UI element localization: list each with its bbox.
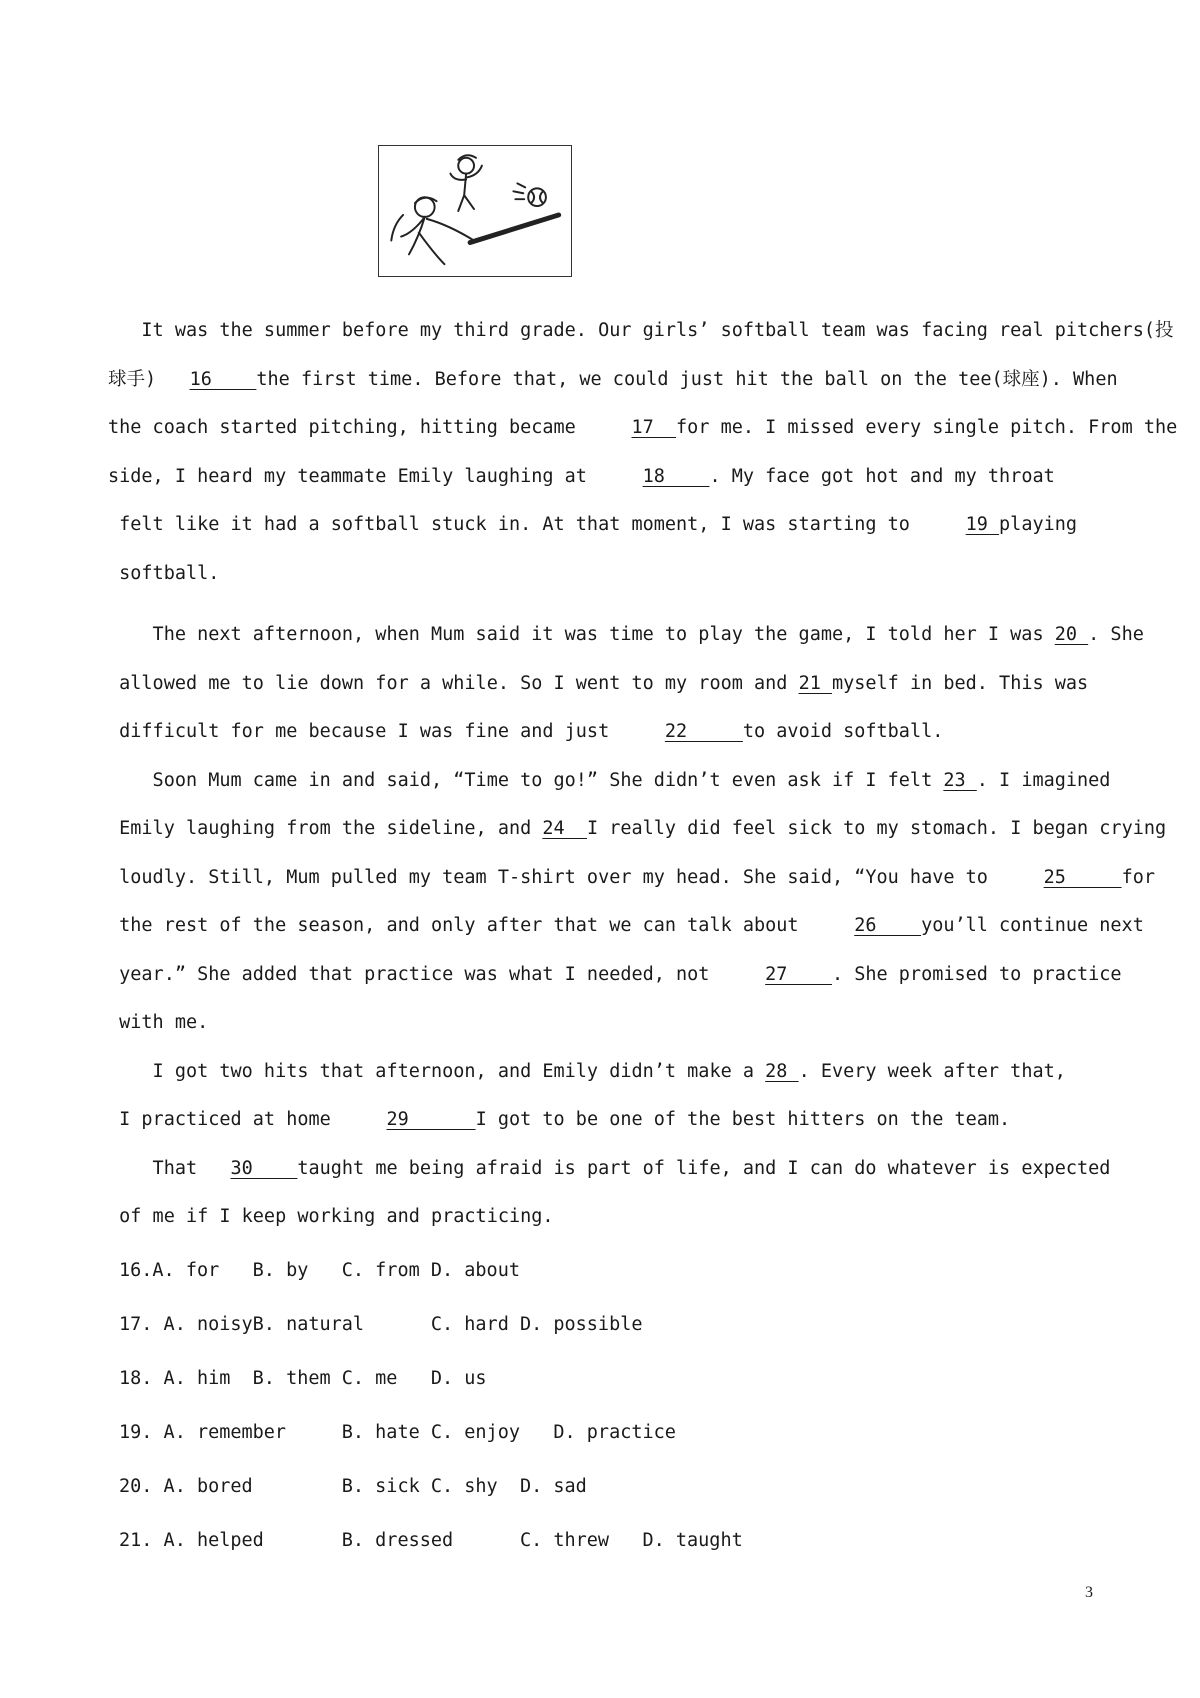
passage-paragraph bbox=[108, 611, 1167, 1242]
passage-line: of me if I keep working and practicing. bbox=[108, 1206, 554, 1227]
passage-line: I practiced at home 29 I got to be one of the best hitters on the team. bbox=[108, 1109, 1011, 1130]
blank-25: 25 bbox=[1043, 866, 1122, 888]
blank-18: 18 bbox=[642, 465, 710, 487]
blank-29: 29 bbox=[386, 1109, 476, 1130]
option-19: 19. A. remember B. hate C. enjoy D. practice bbox=[119, 1422, 676, 1443]
blank-30: 30 bbox=[230, 1157, 298, 1179]
option-16: 16.A. for B. by C. from D. about bbox=[119, 1260, 520, 1281]
blank-24: 24 bbox=[542, 818, 587, 839]
blank-17: 17 bbox=[631, 417, 677, 438]
passage-line: side, I heard my teammate Emily laughing at 18 . My face got hot and my throat bbox=[108, 465, 1055, 487]
passage-line: Emily laughing from the sideline, and 24 I really did feel sick to my stomach. I began crying bbox=[108, 818, 1167, 839]
page-number: 3 bbox=[1085, 1584, 1093, 1601]
option-17: 17. A. noisyB. natural C. hard D. possible bbox=[119, 1314, 643, 1335]
passage-line: difficult for me because I was fine and just 22 to avoid softball. bbox=[108, 721, 944, 742]
blank-26: 26 bbox=[854, 915, 922, 936]
passage-line: 球手) 16 the first time. Before that, we could just hit the ball on the tee(球座). When bbox=[108, 368, 1118, 390]
blank-27: 27 bbox=[765, 963, 832, 985]
blank-23: 23 bbox=[943, 769, 977, 791]
blank-21: 21 bbox=[798, 672, 832, 694]
passage-line: with me. bbox=[108, 1012, 209, 1033]
blank-22: 22 bbox=[664, 721, 743, 742]
passage-line: The next afternoon, when Mum said it was time to play the game, I told her I was 20 . She bbox=[108, 624, 1144, 645]
softball-players-icon bbox=[379, 146, 571, 276]
passage-line: allowed me to lie down for a while. So I went to my room and 21 myself in bed. This was bbox=[108, 672, 1089, 694]
option-20: 20. A. bored B. sick C. shy D. sad bbox=[119, 1476, 587, 1497]
blank-19: 19 bbox=[965, 514, 1000, 535]
option-21: 21. A. helped B. dressed C. threw D. taught bbox=[119, 1530, 743, 1551]
blank-20: 20 bbox=[1054, 624, 1089, 645]
passage-line: the rest of the season, and only after that we can talk about 26 you’ll continue next bbox=[108, 915, 1144, 936]
passage-line: Soon Mum came in and said, “Time to go!” She didn’t even ask if I felt 23 . I imagined bbox=[108, 769, 1111, 791]
blank-28: 28 bbox=[765, 1060, 799, 1082]
answer-options-list bbox=[119, 1244, 1019, 1568]
passage-paragraph bbox=[108, 307, 1178, 598]
softball-illustration bbox=[378, 145, 572, 277]
passage-line: year.” She added that practice was what I needed, not 27 . She promised to practice bbox=[108, 963, 1122, 985]
option-18: 18. A. him B. them C. me D. us bbox=[119, 1368, 487, 1389]
blank-16: 16 bbox=[189, 368, 257, 390]
passage-line: loudly. Still, Mum pulled my team T-shirt over my head. She said, “You have to 25 for bbox=[108, 866, 1155, 888]
passage-line: softball. bbox=[108, 562, 220, 584]
passage-line: the coach started pitching, hitting became 17 for me. I missed every single pitch. From the bbox=[108, 417, 1178, 438]
passage-line: That 30 taught me being afraid is part of life, and I can do whatever is expected bbox=[108, 1157, 1111, 1179]
passage-line: felt like it had a softball stuck in. At that moment, I was starting to 19 playing bbox=[108, 514, 1078, 535]
passage-line: I got two hits that afternoon, and Emily didn’t make a 28 . Every week after that, bbox=[108, 1060, 1066, 1082]
passage-line: It was the summer before my third grade. Our girls’ softball team was facing real pitchers(投 bbox=[108, 320, 1174, 341]
